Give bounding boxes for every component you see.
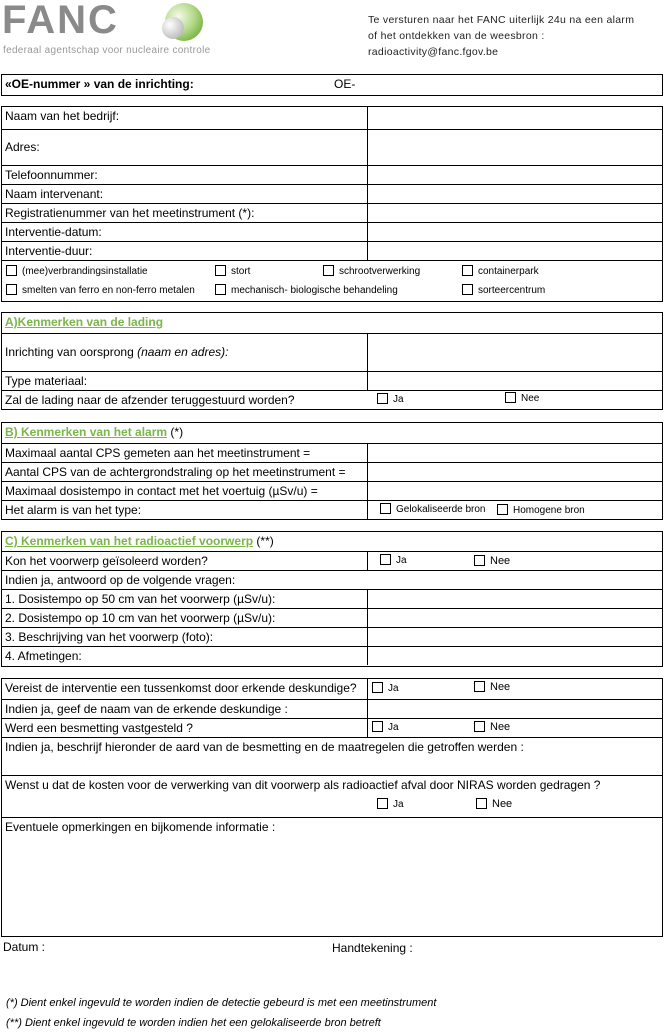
expert-label: Vereist de interventie een tussenkomst door erkende deskundige? xyxy=(2,679,368,699)
material-label: Type materiaal: xyxy=(2,372,368,390)
instrument-field[interactable] xyxy=(368,204,662,222)
section-b-box xyxy=(1,422,663,520)
returned-no[interactable]: Nee xyxy=(505,392,539,404)
oe-label: «OE-nummer » van de inrichting: xyxy=(5,77,194,91)
oe-number-box xyxy=(1,74,663,96)
agent-label: Naam intervenant: xyxy=(2,185,368,203)
contamination-options xyxy=(368,719,662,737)
duration-field[interactable] xyxy=(368,242,662,260)
cps-label: Maximaal aantal CPS gemeten aan het meetinstrument = xyxy=(2,444,368,462)
checkbox[interactable] xyxy=(462,265,473,276)
returned-options xyxy=(374,391,662,409)
instrument-label: Registratienummer van het meetinstrument (*): xyxy=(2,204,368,222)
checkbox[interactable] xyxy=(215,265,226,276)
header xyxy=(0,0,665,66)
option-smelting[interactable]: smelten van ferro en non-ferro metalen xyxy=(6,284,195,296)
checkbox[interactable] xyxy=(474,721,485,732)
phone-field[interactable] xyxy=(368,166,662,184)
expert-options xyxy=(368,679,662,699)
returned-label: Zal de lading naar de afzender teruggestuurd worden? xyxy=(5,393,295,407)
checkbox[interactable] xyxy=(377,798,388,809)
cps-background-label: Aantal CPS van de achtergrondstraling op het meetinstrument = xyxy=(2,463,368,481)
checkbox[interactable] xyxy=(215,284,226,295)
option-container-park[interactable]: containerpark xyxy=(462,265,539,277)
date-field[interactable] xyxy=(368,223,662,241)
checkbox[interactable] xyxy=(474,555,485,566)
checkbox[interactable] xyxy=(372,721,383,732)
checkbox[interactable] xyxy=(380,554,391,565)
logo-sphere-icon xyxy=(160,2,204,46)
contamination-desc-label: Indien ja, beschrijf hieronder de aard van de besmetting en de maatregelen die getroffen werden : xyxy=(5,740,524,754)
footnote-1: (*) Dient enkel ingevuld te worden indien de detectie gebeurd is met een meetinstrument xyxy=(6,997,437,1009)
returned-yes[interactable]: Ja xyxy=(377,393,404,405)
address-field[interactable] xyxy=(368,130,662,165)
general-info-box xyxy=(1,106,663,302)
origin-field[interactable] xyxy=(368,334,662,371)
date-label: Interventie-datum: xyxy=(2,223,368,241)
checkbox[interactable] xyxy=(474,681,485,692)
description-field[interactable] xyxy=(368,628,662,646)
cps-field[interactable] xyxy=(368,444,662,462)
niras-row xyxy=(2,775,662,817)
logo-text: FANC xyxy=(2,0,119,42)
alarm-type-options xyxy=(368,501,662,519)
expert-yes[interactable]: Ja xyxy=(372,682,399,694)
checkbox[interactable] xyxy=(505,392,516,403)
facility-type-options xyxy=(2,260,662,302)
address-label: Adres: xyxy=(2,130,368,165)
section-c-title: C) Kenmerken van het radioactief voorwerp (**) xyxy=(5,534,274,548)
niras-label: Wenst u dat de kosten voor de verwerking van dit voorwerp als radioactief afval door NIRAS worden gedragen ? xyxy=(5,778,601,792)
duration-label: Interventie-duur: xyxy=(2,242,368,260)
section-d-box xyxy=(1,678,663,937)
alarm-homogeneous[interactable]: Homogene bron xyxy=(497,504,585,516)
remarks-area[interactable] xyxy=(2,817,662,935)
signature-label: Handtekening : xyxy=(332,941,413,955)
checkbox[interactable] xyxy=(476,798,487,809)
if-yes-label: Indien ja, antwoord op de volgende vragen: xyxy=(5,573,236,587)
section-b-title: B) Kenmerken van het alarm (*) xyxy=(5,425,184,439)
niras-no[interactable]: Nee xyxy=(476,798,512,810)
contamination-yes[interactable]: Ja xyxy=(372,721,399,733)
option-landfill[interactable]: stort xyxy=(215,265,250,277)
option-mbt[interactable]: mechanisch- biologische behandeling xyxy=(215,284,398,296)
dose-rate-field[interactable] xyxy=(368,482,662,500)
isolated-label: Kon het voorwerp geïsoleerd worden? xyxy=(2,552,368,570)
logo-subtitle: federaal agentschap voor nucleaire controle xyxy=(3,45,211,56)
checkbox[interactable] xyxy=(6,265,17,276)
dose-10cm-label: 2. Dosistempo op 10 cm van het voorwerp (µSv/u): xyxy=(2,609,368,627)
notice-email: radioactivity@fanc.fgov.be xyxy=(368,46,499,58)
checkbox[interactable] xyxy=(462,284,473,295)
niras-yes[interactable]: Ja xyxy=(377,798,404,810)
alarm-localized[interactable]: Gelokaliseerde bron xyxy=(380,503,486,515)
expert-name-field[interactable] xyxy=(368,700,662,718)
cps-background-field[interactable] xyxy=(368,463,662,481)
contamination-label: Werd een besmetting vastgesteld ? xyxy=(2,719,368,737)
description-label: 3. Beschrijving van het voorwerp (foto): xyxy=(2,628,368,646)
checkbox[interactable] xyxy=(377,393,388,404)
company-label: Naam van het bedrijf: xyxy=(2,107,368,129)
dose-50cm-label: 1. Dosistempo op 50 cm van het voorwerp (µSv/u): xyxy=(2,590,368,608)
expert-no[interactable]: Nee xyxy=(474,681,510,693)
oe-prefix: OE- xyxy=(334,77,356,91)
section-c-box xyxy=(1,531,663,667)
isolated-no[interactable]: Nee xyxy=(474,555,510,567)
dose-50cm-field[interactable] xyxy=(368,590,662,608)
expert-name-label: Indien ja, geef de naam van de erkende deskundige : xyxy=(2,700,368,718)
footnote-2: (**) Dient enkel ingevuld te worden indien het een gelokaliseerde bron betreft xyxy=(6,1017,381,1029)
send-notice: Te versturen naar het FANC uiterlijk 24u na een alarm of het ontdekken van de weesbron : radioactivity@fanc.fgov.be xyxy=(368,12,658,60)
section-a-title: A)Kenmerken van de lading xyxy=(5,315,164,329)
section-a-box xyxy=(1,312,663,410)
dimensions-field[interactable] xyxy=(368,647,662,665)
isolated-yes[interactable]: Ja xyxy=(380,554,407,566)
checkbox[interactable] xyxy=(323,265,334,276)
alarm-type-label: Het alarm is van het type: xyxy=(2,501,368,519)
phone-label: Telefoonnummer: xyxy=(2,166,368,184)
remarks-label: Eventuele opmerkingen en bijkomende informatie : xyxy=(5,820,276,834)
contamination-no[interactable]: Nee xyxy=(474,721,510,733)
checkbox[interactable] xyxy=(380,503,391,514)
dimensions-label: 4. Afmetingen: xyxy=(2,647,368,665)
isolated-options xyxy=(368,552,662,570)
dose-rate-label: Maximaal dosistempo in contact met het voertuig (µSv/u) = xyxy=(2,482,368,500)
checkbox[interactable] xyxy=(372,682,383,693)
checkbox[interactable] xyxy=(6,284,17,295)
option-sorting[interactable]: sorteercentrum xyxy=(462,284,545,296)
dose-10cm-field[interactable] xyxy=(368,609,662,627)
company-field[interactable] xyxy=(368,107,662,129)
date-signature-label: Datum : xyxy=(3,940,46,954)
option-scrap[interactable]: schrootverwerking xyxy=(323,265,420,277)
checkbox[interactable] xyxy=(497,504,508,515)
origin-label: Inrichting van oorsprong (naam en adres): xyxy=(2,334,368,371)
option-incineration[interactable]: (mee)verbrandingsinstallatie xyxy=(6,265,148,277)
agent-field[interactable] xyxy=(368,185,662,203)
material-field[interactable] xyxy=(368,372,662,390)
